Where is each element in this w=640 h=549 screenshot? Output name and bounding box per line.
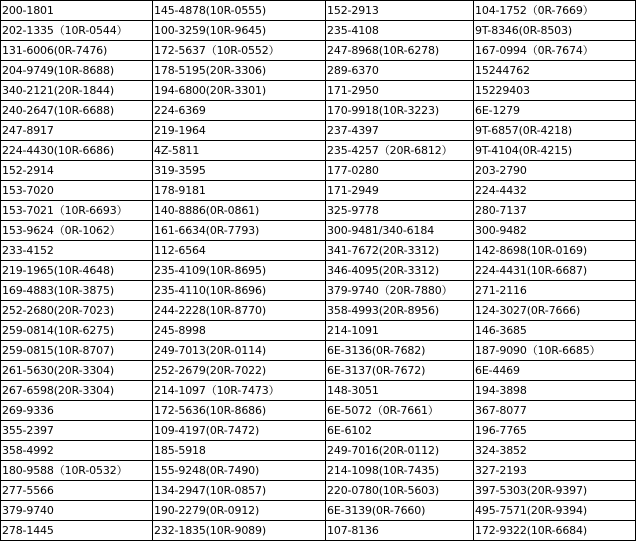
table-row	[1, 81, 636, 101]
table-cell: 167-0994（0R-7674）	[474, 41, 636, 61]
table-cell: 170-9918(10R-3223)	[326, 101, 474, 121]
table-cell: 244-2228(10R-8770)	[153, 301, 326, 321]
table-cell: 178-9181	[153, 181, 326, 201]
table-cell: 134-2947(10R-0857)	[153, 481, 326, 501]
table-cell: 172-5637（10R-0552）	[153, 41, 326, 61]
table-cell: 190-2279(0R-0912)	[153, 501, 326, 521]
table-cell: 247-8968(10R-6278)	[326, 41, 474, 61]
table-cell: 169-4883(10R-3875)	[1, 281, 153, 301]
table-cell: 235-4257（20R-6812）	[326, 141, 474, 161]
table-cell: 180-9588（10R-0532）	[1, 461, 153, 481]
table-cell: 112-6564	[153, 241, 326, 261]
table-cell: 153-7021（10R-6693）	[1, 201, 153, 221]
table-cell: 319-3595	[153, 161, 326, 181]
table-cell: 214-1097（10R-7473）	[153, 381, 326, 401]
table-row	[1, 481, 636, 501]
table-cell: 245-8998	[153, 321, 326, 341]
table-cell: 161-6634(0R-7793)	[153, 221, 326, 241]
table-cell: 252-2680(20R-7023)	[1, 301, 153, 321]
table-cell: 249-7013(20R-0114)	[153, 341, 326, 361]
table-cell: 15244762	[474, 61, 636, 81]
table-cell: 6E-3136(0R-7682)	[326, 341, 474, 361]
table-cell: 109-4197(0R-7472)	[153, 421, 326, 441]
table-cell: 153-9624（0R-1062）	[1, 221, 153, 241]
table-cell: 148-3051	[326, 381, 474, 401]
table-cell: 379-9740	[1, 501, 153, 521]
table-row	[1, 261, 636, 281]
table-cell: 261-5630(20R-3304)	[1, 361, 153, 381]
table-cell: 177-0280	[326, 161, 474, 181]
table-cell: 145-4878(10R-0555)	[153, 1, 326, 21]
table-cell: 104-1752（0R-7669）	[474, 1, 636, 21]
table-cell: 277-5566	[1, 481, 153, 501]
table-cell: 235-4109(10R-8695)	[153, 261, 326, 281]
table-cell: 6E-4469	[474, 361, 636, 381]
table-cell: 178-5195(20R-3306)	[153, 61, 326, 81]
table-cell: 146-3685	[474, 321, 636, 341]
table-cell: 100-3259(10R-9645)	[153, 21, 326, 41]
table-cell: 325-9778	[326, 201, 474, 221]
table-cell: 155-9248(0R-7490)	[153, 461, 326, 481]
table-cell: 355-2397	[1, 421, 153, 441]
table-row	[1, 381, 636, 401]
table-row	[1, 341, 636, 361]
table-cell: 203-2790	[474, 161, 636, 181]
table-row	[1, 121, 636, 141]
table-cell: 397-5303(20R-9397)	[474, 481, 636, 501]
table-cell: 233-4152	[1, 241, 153, 261]
table-cell: 6E-6102	[326, 421, 474, 441]
table-row	[1, 521, 636, 541]
table-cell: 9T-4104(0R-4215)	[474, 141, 636, 161]
table-cell: 204-9749(10R-8688)	[1, 61, 153, 81]
table-cell: 171-2950	[326, 81, 474, 101]
table-cell: 200-1801	[1, 1, 153, 21]
table-cell: 267-6598(20R-3304)	[1, 381, 153, 401]
table-row	[1, 321, 636, 341]
table-cell: 224-4431(10R-6687)	[474, 261, 636, 281]
table-cell: 194-6800(20R-3301)	[153, 81, 326, 101]
table-row	[1, 41, 636, 61]
table-row	[1, 101, 636, 121]
table-cell: 124-3027(0R-7666)	[474, 301, 636, 321]
table-cell: 196-7765	[474, 421, 636, 441]
table-cell: 6E-3137(0R-7672)	[326, 361, 474, 381]
table-cell: 340-2121(20R-1844)	[1, 81, 153, 101]
table-row	[1, 441, 636, 461]
table-row	[1, 241, 636, 261]
table-cell: 327-2193	[474, 461, 636, 481]
table-cell: 235-4108	[326, 21, 474, 41]
table-cell: 214-1091	[326, 321, 474, 341]
table-cell: 224-4432	[474, 181, 636, 201]
table-cell: 289-6370	[326, 61, 474, 81]
table-cell: 15229403	[474, 81, 636, 101]
table-row	[1, 301, 636, 321]
table-cell: 220-0780(10R-5603)	[326, 481, 474, 501]
table-cell: 367-8077	[474, 401, 636, 421]
table-cell: 259-0814(10R-6275)	[1, 321, 153, 341]
table-row	[1, 201, 636, 221]
table-cell: 131-6006(0R-7476)	[1, 41, 153, 61]
table-row	[1, 221, 636, 241]
table-cell: 341-7672(20R-3312)	[326, 241, 474, 261]
table-cell: 235-4110(10R-8696)	[153, 281, 326, 301]
table-cell: 142-8698(10R-0169)	[474, 241, 636, 261]
table-cell: 172-5636(10R-8686)	[153, 401, 326, 421]
table-cell: 346-4095(20R-3312)	[326, 261, 474, 281]
table-cell: 379-9740（20R-7880）	[326, 281, 474, 301]
table-row	[1, 1, 636, 21]
table-cell: 358-4993(20R-8956)	[326, 301, 474, 321]
table-row	[1, 21, 636, 41]
table-cell: 214-1098(10R-7435)	[326, 461, 474, 481]
table-cell: 224-4430(10R-6686)	[1, 141, 153, 161]
table-cell: 187-9090（10R-6685）	[474, 341, 636, 361]
table-cell: 219-1965(10R-4648)	[1, 261, 153, 281]
table-cell: 202-1335（10R-0544）	[1, 21, 153, 41]
table-row	[1, 281, 636, 301]
table-cell: 107-8136	[326, 521, 474, 541]
table-cell: 271-2116	[474, 281, 636, 301]
table-cell: 172-9322(10R-6684)	[474, 521, 636, 541]
table-row	[1, 421, 636, 441]
table-row	[1, 161, 636, 181]
table-cell: 6E-3139(0R-7660)	[326, 501, 474, 521]
table-cell: 278-1445	[1, 521, 153, 541]
table-cell: 358-4992	[1, 441, 153, 461]
table-cell: 232-1835(10R-9089)	[153, 521, 326, 541]
table-cell: 495-7571(20R-9394)	[474, 501, 636, 521]
table-cell: 224-6369	[153, 101, 326, 121]
table-cell: 6E-1279	[474, 101, 636, 121]
table-cell: 6E-5072（0R-7661）	[326, 401, 474, 421]
table-cell: 259-0815(10R-8707)	[1, 341, 153, 361]
table-cell: 247-8917	[1, 121, 153, 141]
table-row	[1, 501, 636, 521]
table-cell: 194-3898	[474, 381, 636, 401]
table-row	[1, 181, 636, 201]
table-cell: 252-2679(20R-7022)	[153, 361, 326, 381]
table-cell: 153-7020	[1, 181, 153, 201]
table-cell: 152-2913	[326, 1, 474, 21]
table-cell: 300-9481/340-6184	[326, 221, 474, 241]
table-cell: 9T-6857(0R-4218)	[474, 121, 636, 141]
table-cell: 269-9336	[1, 401, 153, 421]
table-body	[1, 1, 636, 541]
table-cell: 171-2949	[326, 181, 474, 201]
table-cell: 280-7137	[474, 201, 636, 221]
table-cell: 4Z-5811	[153, 141, 326, 161]
table-cell: 152-2914	[1, 161, 153, 181]
table-cell: 9T-8346(0R-8503)	[474, 21, 636, 41]
table-row	[1, 141, 636, 161]
table-cell: 324-3852	[474, 441, 636, 461]
table-cell: 185-5918	[153, 441, 326, 461]
table-cell: 300-9482	[474, 221, 636, 241]
table-cell: 219-1964	[153, 121, 326, 141]
table-cell: 249-7016(20R-0112)	[326, 441, 474, 461]
table-cell: 140-8886(0R-0861)	[153, 201, 326, 221]
table-cell: 237-4397	[326, 121, 474, 141]
table-row	[1, 461, 636, 481]
table-row	[1, 361, 636, 381]
table-row	[1, 61, 636, 81]
table-cell: 240-2647(10R-6688)	[1, 101, 153, 121]
table-row	[1, 401, 636, 421]
